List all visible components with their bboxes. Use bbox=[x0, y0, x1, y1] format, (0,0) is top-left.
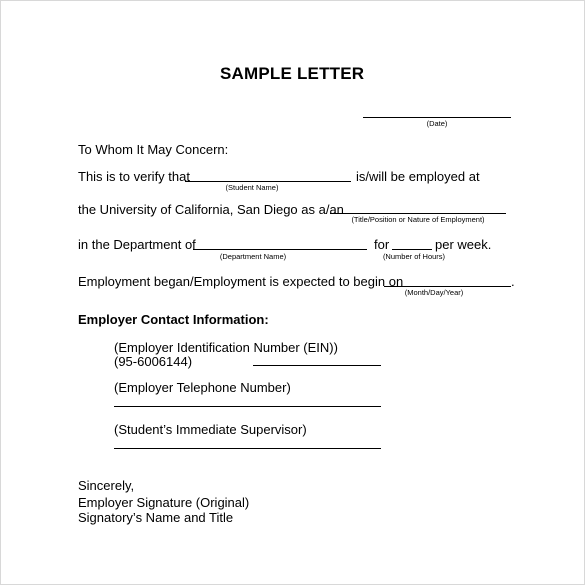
supervisor-label: (Student’s Immediate Supervisor) bbox=[114, 422, 307, 437]
began-text: Employment began/Employment is expected to begin on bbox=[78, 274, 404, 289]
hours-caption: (Number of Hours) bbox=[382, 252, 446, 261]
closing: Sincerely, bbox=[78, 478, 135, 493]
hours-line[interactable] bbox=[392, 249, 432, 250]
employed-suffix: is/will be employed at bbox=[356, 169, 480, 184]
date-caption: (Date) bbox=[426, 119, 448, 128]
ein-label: (Employer Identification Number (EIN)) bbox=[114, 340, 338, 355]
phone-label: (Employer Telephone Number) bbox=[114, 380, 291, 395]
ein-line[interactable] bbox=[253, 365, 381, 366]
phone-line[interactable] bbox=[114, 406, 381, 407]
department-prefix: in the Department of bbox=[78, 237, 196, 252]
start-date-line[interactable] bbox=[384, 286, 511, 287]
letter-title: SAMPLE LETTER bbox=[220, 64, 365, 83]
title-position-caption: (Title/Position or Nature of Employment) bbox=[351, 215, 485, 224]
title-position-line[interactable] bbox=[330, 213, 506, 214]
date-line[interactable] bbox=[363, 117, 511, 118]
signature-line: Employer Signature (Original) bbox=[78, 495, 250, 510]
period: . bbox=[511, 274, 515, 289]
ein-value: (95-6006144) bbox=[114, 354, 193, 369]
signatory-line: Signatory’s Name and Title bbox=[78, 510, 234, 525]
student-name-line[interactable] bbox=[185, 181, 351, 182]
student-name-caption: (Student Name) bbox=[225, 183, 279, 192]
employer-heading: Employer Contact Information: bbox=[78, 312, 269, 327]
per-week-text: per week. bbox=[435, 237, 492, 252]
salutation: To Whom It May Concern: bbox=[78, 142, 229, 157]
supervisor-line[interactable] bbox=[114, 448, 381, 449]
verify-prefix: This is to verify that bbox=[78, 169, 190, 184]
university-text: the University of California, San Diego as a/an bbox=[78, 202, 344, 217]
start-date-caption: (Month/Day/Year) bbox=[404, 288, 464, 297]
department-name-line[interactable] bbox=[193, 249, 367, 250]
for-text: for bbox=[374, 237, 390, 252]
department-name-caption: (Department Name) bbox=[219, 252, 287, 261]
